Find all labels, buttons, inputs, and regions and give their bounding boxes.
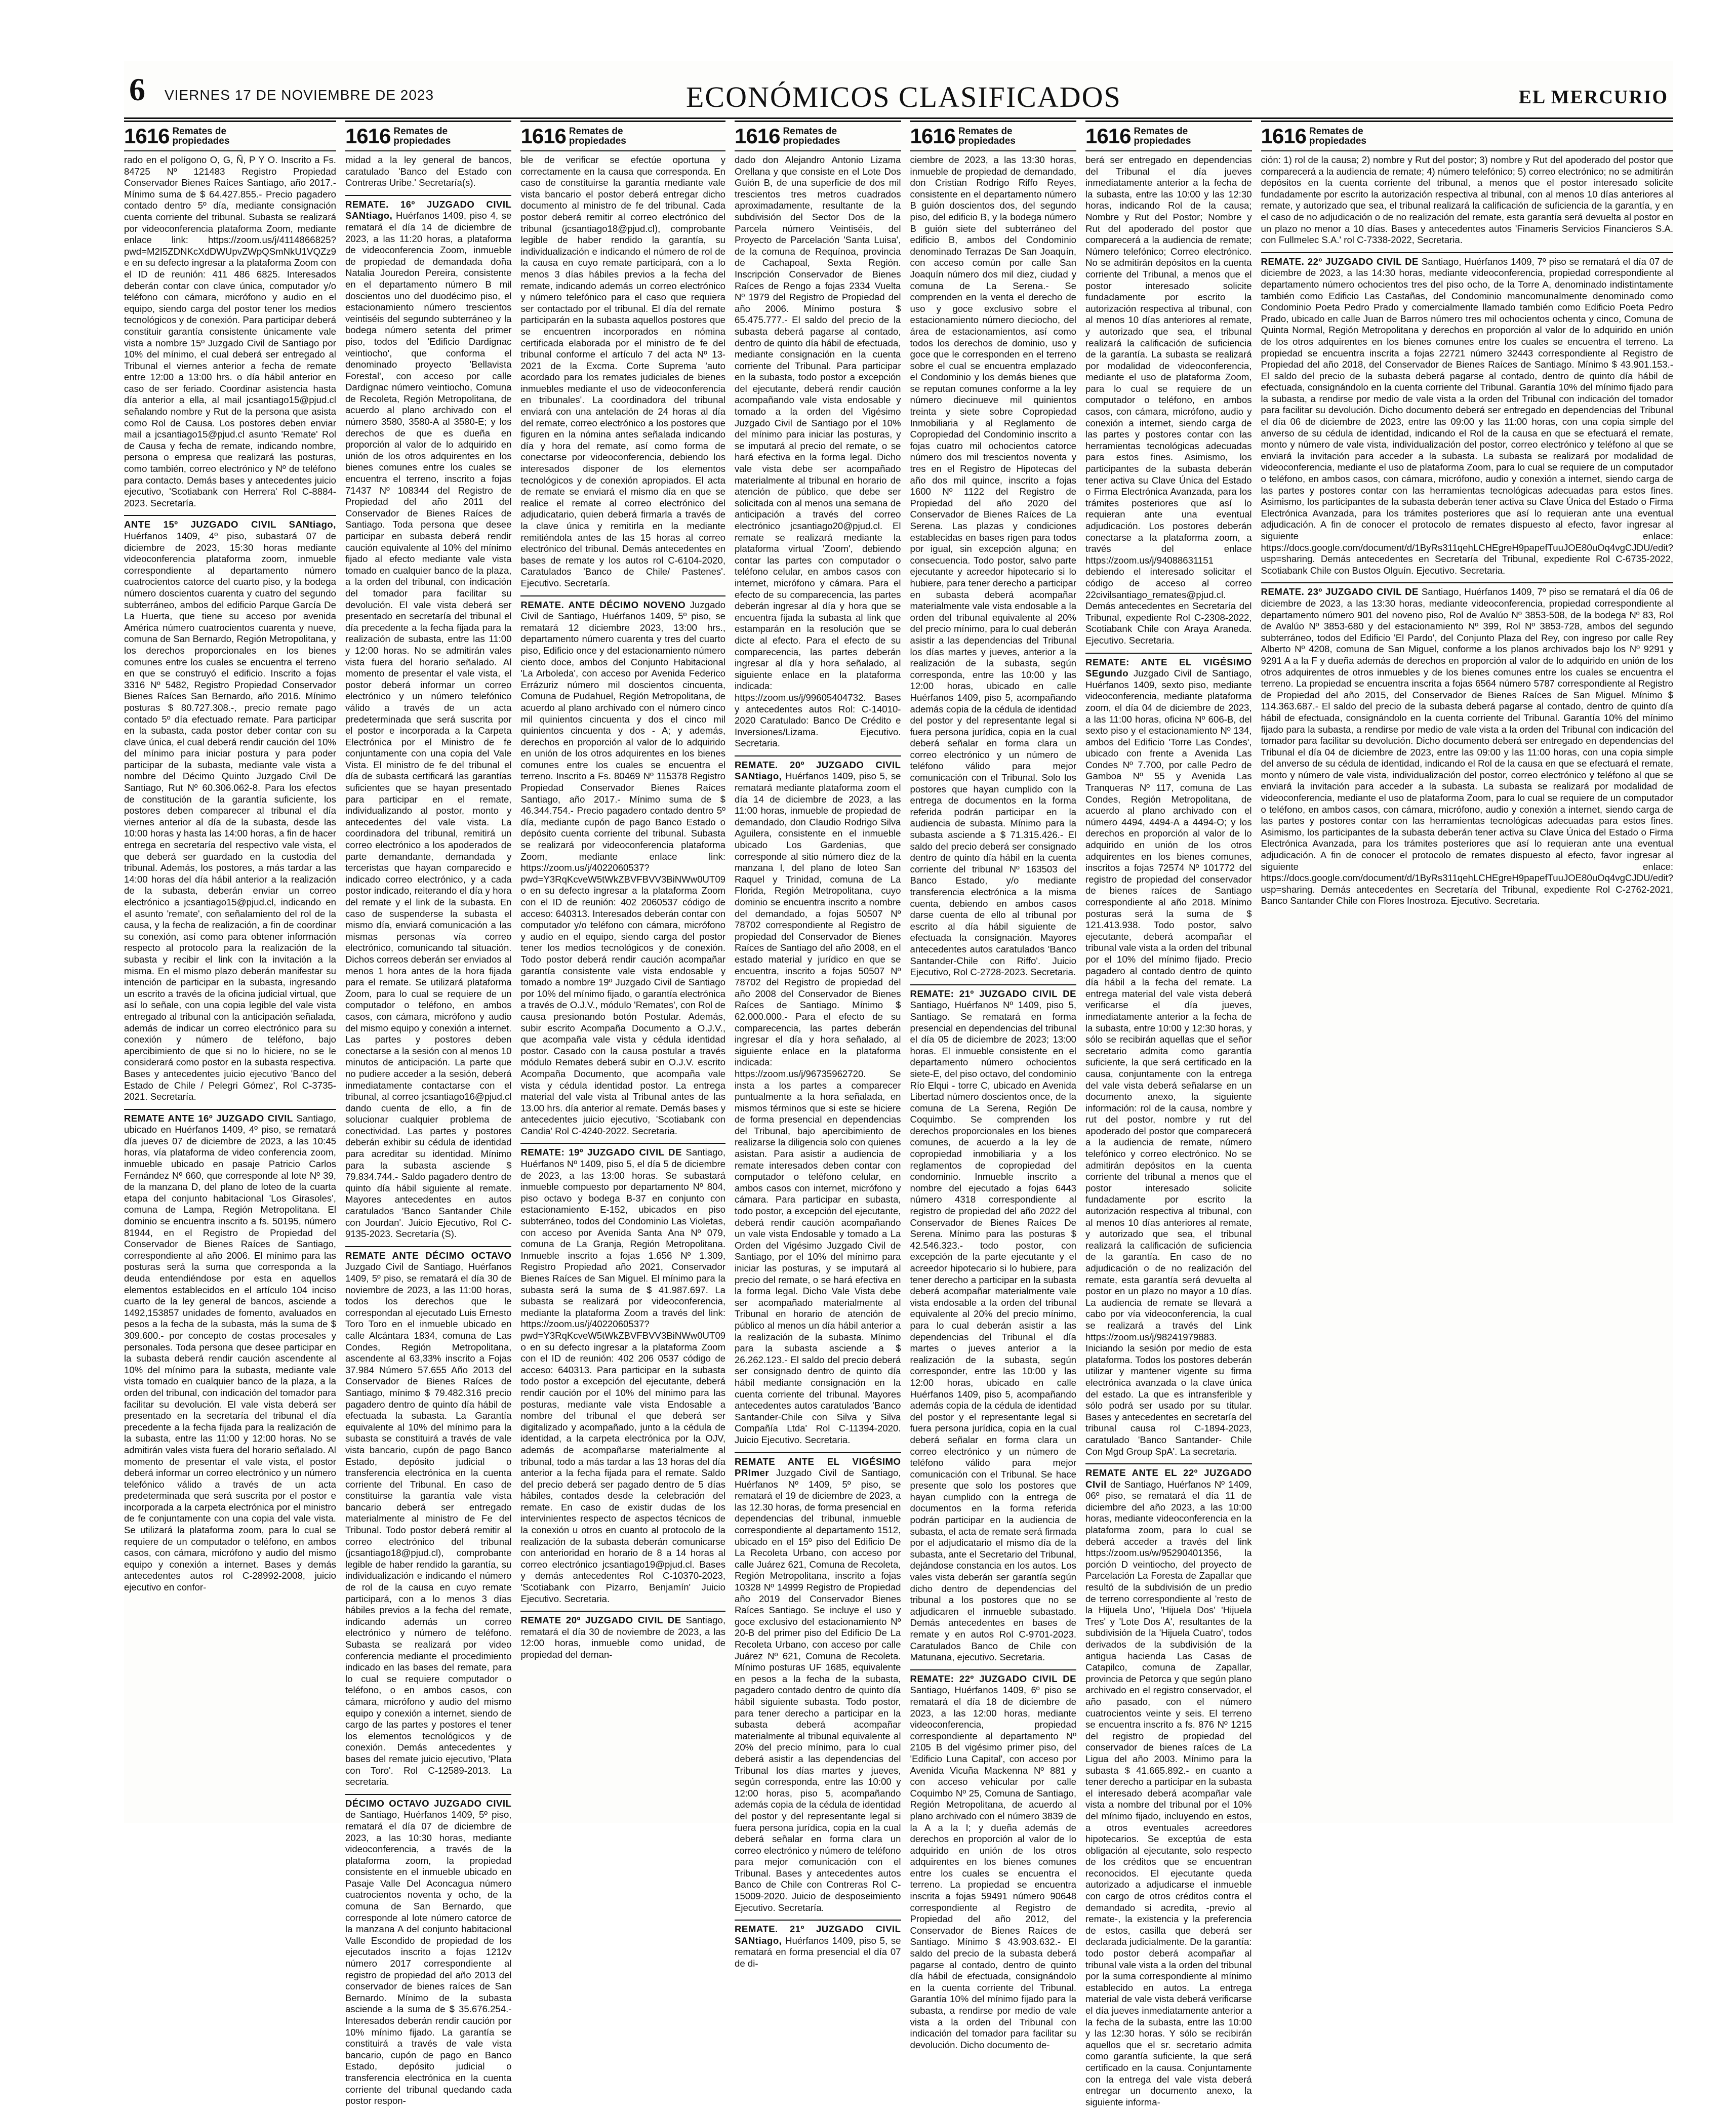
notice-body: Santiago, Huérfanos 1409, 6º piso se rematará el día 18 de diciembre de 2023, a las 12:00 horas, mediante videoconferencia, propiedad correspondiente al departamento Nº 2105 B del vigésimo primer piso, del 'Edificio Luna Capital', con acceso por Avenida Vicuña Mackenna Nº 881 y con acceso vehicular por calle Coquimbo Nº 25, Comuna de Santiago, Región Metropolitana, de acuerdo al plano archivado con el número 3839 de la A a la I; y dueña además de derechos en proporción al valor de lo adquirido en unión de los otros adquirentes en los bienes comunes entre los cuales se encuentra el terreno. La propiedad se encuentra inscrita a fojas 59491 número 90648 correspondiente al Registro de Propiedad del año 2012, del Conservador de Bienes Raíces de Santiago. Mínimo $ 43.903.632.- El saldo del precio de la subasta deberá pagarse al contado, dentro de quinto día hábil de efectuada, consignándolo en la cuenta corriente del Tribunal. Garantía 10% del mínimo fijado para la subasta, a rendirse por medio de vale vista a la orden del Tribunal con indicación del tomador para facilitar su devolución. Dicho documento de- <box>910 1685 1077 2050</box>
auction-notice <box>345 1794 512 2107</box>
notice-body: Juzgado Civil de Santiago, Huérfanos 1409, sexto piso, mediante videoconferencia, mediante plataforma zoom, el día 04 de diciembre de 2023, a las 11:00 horas, oficina Nº 606-B, del sexto piso y el estacionamiento Nº 134, ambos del Edificio 'Torre Las Condes', ubicado con frente a Avenida Las Condes Nº 7.700, por calle Pedro de Gamboa Nº 55 y Avenida Las Tranqueras Nº 117, comuna de Las Condes, Región Metropolitana, de acuerdo al plano archivado con el número 4494, 4494-A a 4494-O; y los derechos en proporción al valor de lo adquirido en unión de los otros adquirentes en los bienes comunes, inscritos a fojas 72574 Nº 101772 del registro de propiedad del conservador de bienes raíces de Santiago correspondiente al año 2018. Mínimo posturas será la suma de $ 121.413.938. Todo postor, salvo ejecutante, deberá acompañar el tribunal vale vista a la orden del tribunal por el 10% del mínimo fijado. Precio pagadero al contado dentro de quinto día hábil a la fecha del remate. La entrega material del vale vista deberá verificarse el día jueves, inmediatamente anterior a la fecha de la subasta, entre 10:00 y 12:30 horas, y sólo se recibirán aquellas que el señor secretario admita como garantía suficiente, la que será certificado en la causa, conjuntamente con la entrega del vale vista deberá señalarse en un documento anexo, la siguiente información: rol de la causa, nombre y rut del postor, nombre y rut del apoderado del postor que comparecerá a la audiencia de remate, número telefónico y correo electrónico. No se admitirán depósitos en la cuenta corriente del tribunal a menos que el postor interesado solicite fundadamente por escrito la autorización respectiva al tribunal, con al menos 10 días anteriores al remate, y autorizado que sea, el tribunal realizará la calificación de suficiencia de la garantía. En caso de no adjudicación o de no realización del remate, esta garantía será devuelta al postor en un plazo no mayor a 10 días. La audiencia de remate se llevará a cabo por vía videoconferencia, la cual se realizará a través del Link https://zoom.us/j/98241979883. Iniciando la sesión por medio de esta plataforma. Todos los postores deberán utilizar y mantener vigente su firma electrónica avanzada o la clave única del estado. La que es intransferible y sólo podrá ser usado por su titular. Bases y antecedentes en secretaría del tribunal causa rol C-1894-2023, caratulado 'Banco Santander- Chile Con Mgd Group SpA'. La secretaria. <box>1085 668 1252 1457</box>
auction-notice <box>520 1143 725 1605</box>
classified-column <box>1085 121 1252 2107</box>
newspaper-page <box>124 61 1674 2107</box>
category-code: 1616 <box>520 124 566 148</box>
category-label: Remates de propiedades <box>783 126 840 146</box>
category-code: 1616 <box>1261 124 1306 148</box>
notice-body: Juzgado Civil de Santiago, Huérfanos 1409, 5º piso, se rematará 12 diciembre 2023, 13:00 hrs., departamento número cuarenta y tres del cuarto piso, Edificio once y del estacionamiento número ciento doce, ambos del Conjunto Habitacional 'La Arboleda', con acceso por Avenida Federico Errázuriz número mil doscientos cincuenta, Comuna de Pudahuel, Región Metropolitana, de acuerdo al plano archivado con el número cinco mil quinientos cincuenta y dos el cinco mil quinientos cincuenta y dos - A; y además, derechos en proporción al valor de lo adquirido en unión de los otros adquirentes en los bienes comunes entre los cuales se encuentra el terreno. Inscrito a Fs. 80469 Nº 115378 Registro Propiedad Conservador Bienes Raíces Santiago, año 2017.- Mínimo suma de $ 46.344.754.- Precio pagadero contado dentro 5º día, mediante cupón de pago Banco Estado o depósito cuenta corriente del tribunal. Subasta se realizará por videoconferencia plataforma Zoom, mediante enlace link: https://zoom.us/j/4022060537?pwd=Y3RqKcveW5tWkZBVFBVV3BiNWw0UT09 o en su defecto ingresar a la plataforma Zoom con el ID de reunión: 402 2060537 código de acceso: 640313. Interesados deberán contar con computador y/o teléfono con cámara, micrófono y audio en el equipo, siendo carga del postor tener los medios tecnológicos y de conexión. Todo postor deberá rendir caución acompañar garantía consistente vale vista endosable y tomado a nombre 19º Juzgado Civil de Santiago por 10% del mínimo fijado, o garantía electrónica a través de O.J.V., módulo 'Remates', con Rol de causa presionando botón Postular. Además, subir escrito Acompaña Documento a O.J.V., que acompaña vale vista y cédula identidad postor. Casado con la causa postular a través módulo Remates deberá subir en O.J.V. escrito Acompaña Documento, que acompaña vale vista y cédula identidad postor. La entrega material del vale vista al Tribunal antes de las 13.00 hrs. día anterior al remate. Demás bases y antecedentes juicio ejecutivo, 'Scotiabank con Candia' Rol C-4240-2022. Secretaria. <box>520 599 726 1136</box>
notice-body: Santiago, Huérfanos 1409, 7º piso se rematará el día 06 de diciembre de 2023, a las 13:30 horas, mediante videoconferencia, propiedad correspondiente al departamento número 901 del noveno piso, Rol de Avalúo Nº 3853-508, de la bodega Nº 83, Rol de Avalúo Nº 3853-680 y del estacionamiento Nº 399, Rol Nº 3853-728, ambos del segundo subterráneo, todos del Edificio 'El Pardo', del Conjunto Plaza del Rey, con ingreso por calle Rey Alberto Nº 4208, comuna de San Miguel, conforme a los planos archivados bajo los Nº 9291 y 9291 A a la F y dueña además de derechos en proporción al valor de lo adquirido en unión de los otros adquirentes de otros inmuebles y de los bienes comunes entre los cuales se encuentra el terreno. La propiedad se encuentra inscrita a fojas 6564 número 5787 correspondiente al Registro de Propiedad del año 2015, del Conservador de Bienes Raíces de San Miguel. Mínimo $ 114.363.687.- El saldo del precio de la subasta deberá pagarse al contado, dentro de quinto día hábil de efectuada, consignándolo en la cuenta corriente del Tribunal. Garantía 10% del mínimo fijado para la subasta, a rendirse por medio de vale vista a la orden del Tribunal con indicación del tomador para facilitar su devolución. Dicho documento deberá ser entregado en dependencias del Tribunal el día 04 de diciembre de 2023, entre las 09:00 y las 11:00 horas, con una copia simple del anverso de su cédula de identidad, indicando el Rol de la causa en que se efectuará el remate, monto y número de vale vista, individualización del postor, correo electrónico y teléfono al que se enviará la invitación para acceder a la subasta. La subasta se realizará por modalidad de videoconferencia, mediante el uso de plataforma Zoom, para lo cual se requiere de un computador o teléfono, en ambos casos, con cámara, micrófono, audio y conexión a internet, siendo carga de las partes y postores contar con las herramientas tecnológicas adecuadas para estos fines. Asimismo, los participantes de la subasta deberán tener activa su Clave Única del Estado o Firma Electrónica Avanzada, para los trámites posteriores que así lo requieran ante una eventual adjudicación. A fin de conocer el protocolo de remates dispuesto al efecto, favor ingresar al siguiente enlace: https://docs.google.com/document/d/1ByRs311qehLCHEgreH9papefTuuJOE80uOq4vgCJDU/edit?usp=sharing. Demás antecedentes en Secretaría del Tribunal, expediente Rol C-2762-2021, Banco Santander Chile con Flores Inostroza. Ejecutivo. Secretaria. <box>1261 586 1674 906</box>
notices-list <box>345 154 512 2113</box>
category-header <box>1261 121 1673 151</box>
notice-body: Santiago, Huérfanos Nº 1409, piso 5, el día 5 de diciembre de 2023, a las 13:00 horas. Se subastará inmueble compuesto por departamento Nº 804, piso octavo y bodega B-37 en conjunto con estacionamiento E-152, ubicados en piso subterráneo, todos del Condominio Las Violetas, con acceso por Avenida Santa Ana Nº 079, comuna de La Granja, Región Metropolitana. Inmueble inscrito a fojas 1.656 Nº 1.309, Registro Propiedad año 2021, Conservador Bienes Raíces de San Miguel. El mínimo para la subasta será la suma de $ 41.987.697. La subasta se realizará por videoconferencia, mediante la plataforma Zoom a través del link: https://zoom.us/j/4022060537?pwd=Y3RqKcveW5tWkZBVFBVV3BiNWw0UT09 o en su defecto ingresar a la plataforma Zoom con el ID de reunión: 402 206 0537 código de acceso: 640313. Para participar en la subasta todo postor a excepción del ejecutante, deberá rendir caución por el 10% del mínimo para las posturas, mediante vale vista Endosable a nombre del tribunal el que deberá ser digitalizado y acompañado, junto a la cédula de identidad, a la carpeta electrónica por la OJV, además de acompañarse materialmente al tribunal, todo a más tardar a las 13 horas del día anterior a la fecha fijada para el remate. Saldo del precio deberá ser pagado dentro de 5 días hábiles, contados desde la celebración del remate. En caso de existir dudas de los intervinientes respecto de aspectos técnicos de la conexión u otros en cuanto al protocolo de la realización de la subasta deberán comunicarse con anterioridad en horario de 8 a 14 horas al correo electrónico jcsantiago19@pjud.cl. Bases y demás antecedentes Rol C-10370-2023, 'Scotiabank con Pizarro, Benjamín' Juicio Ejecutivo. Secretaria. <box>520 1147 726 1604</box>
classified-column <box>735 121 901 1969</box>
category-label: Remates de propiedades <box>569 126 626 146</box>
category-header <box>520 121 725 151</box>
auction-notice <box>735 1452 901 1914</box>
auction-notice <box>910 1669 1077 2051</box>
notices-list <box>735 154 901 1976</box>
newspaper-brand: EL MERCURIO <box>1518 87 1668 108</box>
notice-body: Huérfanos 1409, piso 4, se rematará el día 14 de diciembre de 2023, a las 11:20 horas, a plataforma de videoconferencia Zoom, inmueble de propiedad de demandada doña Natalia Jouredon Pereira, consistente en el departamento número B mil doscientos uno del duodécimo piso, el estacionamiento número trescientos veintiséis del segundo subterráneo y la bodega número setenta del primer piso, todos del 'Edificio Dardignac veintiocho', que conforma el denominado proyecto 'Bellavista Forestal', con acceso por calle Dardignac número veintiocho, Comuna de Recoleta, Región Metropolitana, de acuerdo al plano archivado con el número 3580, 3580-A al 3580-E; y los derechos de que es dueña en proporción al valor de lo adquirido en unión de los otros adquirentes en los bienes comunes entre los cuales se encuentra el terreno, inscrito a fojas 71437 Nº 108344 del Registro de Propiedad del año 2011 del Conservador de Bienes Raíces de Santiago. Toda persona que desee participar en subasta deberá rendir caución equivalente al 10% del mínimo fijado al efecto mediante vale vista tomado en cualquier banco de la plaza, a la orden del tribunal, con indicación del tomador para facilitar su devolución. El vale vista deberá ser presentado en secretaría del tribunal el día precedente a la fecha fijada para la realización de subasta, entre las 11:00 y 12:00 horas. No se admitirán vales vista fuera del horario señalado. Al momento de presentar el vale vista, el postor deberá informar un correo electrónico y un número telefónico válido a través de un acta predeterminada que será suscrita por el postor e incorporada a la Carpeta Electrónica por el Ministro de fe conjuntamente con una copia del Vale Vista. El ministro de fe del tribunal el día de subasta certificará las garantías suficientes que se hayan presentado para participar en el remate, individualizando al postor, monto y antecedentes del vale vista. La coordinadora del tribunal, remitirá un correo electrónico a los apoderados de parte demandante, demandada y terceristas que hayan comparecido e indicado correo electrónico, y a cada postor indicado, reiterando el día y hora del remate y el link de la subasta. En caso de suspenderse la subasta el mismo día, enviará comunicación a las mismas personas vía correo electrónico, comunicando tal situación. Dichos correos deberán ser enviados al menos 1 hora antes de la hora fijada para el remate. Se utilizará plataforma Zoom, para lo cual se requiere de un computador o teléfono, en ambos casos, con cámara, micrófono y audio del mismo equipo y conexión a internet. Las partes y postores deben conectarse a la sesión con al menos 10 minutos de anticipación. La parte que no pudiere acceder a la sesión, deberá inmediatamente contactarse con el tribunal, al correo jcsantiago16@pjud.cl dando cuenta de ello, a fin de solucionar cualquier problema de conectividad. Las partes y postores deberán exhibir su cédula de identidad para acreditar su identidad. Mínimo para la subasta asciende $ 79.834.744.- Saldo pagadero dentro de quinto día hábil siguiente al remate. Mayores antecedentes en autos caratulados 'Banco Santander Chile con Jourdan'. Juicio Ejecutivo, Rol C-9135-2023. Secretaría (S). <box>345 210 512 1240</box>
category-label: Remates de propiedades <box>958 126 1016 146</box>
category-header <box>124 121 336 151</box>
notice-body: ciembre de 2023, a las 13:30 horas, inmueble de propiedad de demandado, don Cristian Rodrigo Riffo Reyes, consistente en el departamento número B guión doscientos dos, del segundo piso, del edificio B, y la bodega número B guión siete del subterráneo del edificio B, ambos del Condominio denominado Terrazas De San Joaquín, con acceso común por calle San Joaquín número dos mil diez, ciudad y comuna de La Serena.- Se comprenden en la venta el derecho de uso y goce exclusivo sobre el estacionamiento número dieciocho, del área de estacionamientos, así como todos los derechos de dominio, uso y goce que le corresponden en el terreno sobre el cual se encuentra emplazado el Condominio y los demás bienes que se reputan comunes conforme a la ley número diecinueve mil quinientos treinta y siete sobre Copropiedad Inmobiliaria y al Reglamento de Copropiedad del Condominio inscrito a fojas cuatro mil ochocientos catorce número dos mil trescientos noventa y tres en el Registro de Hipotecas del año dos mil quince, inscrito a fojas 1600 Nº 1122 del Registro de Propiedad del año 2020 del Conservador de Bienes Raíces de La Serena. Las plazas y condiciones establecidas en bases rigen para todos por igual, sin excepción alguna; en consecuencia. Todo postor, salvo parte ejecutante y acreedor hipotecario si lo hubiere, para tener derecho a participar en subasta deberá acompañar materialmente vale vista endosable a la orden del tribunal equivalente al 20% del precio mínimo, para lo cual deberán asistir a las dependencias del Tribunal los días martes y jueves, anterior a la realización de la subasta, según corresponda, entre las 10:00 y las 12:00 horas, ubicado en calle Huérfanos 1409, piso 5, acompañando además copia de la cédula de identidad del postor y del representante legal si fuera persona jurídica, copia en la cual deberá señalar en forma clara un correo electrónico y un número de teléfono válido para mejor comunicación con el Tribunal. Solo los postores que hayan cumplido con la entrega de documentos en la forma referida podrán participar en la audiencia de subasta. Mínimo para la subasta asciende a $ 71.315.426.- El saldo del precio deberá ser consignado dentro de quinto día hábil en la cuenta corriente del tribunal Nº 163503 del Banco Estado, y/o mediante transferencia electrónica a la misma cuenta, debiendo en ambos casos darse cuenta de ello al tribunal por escrito al día hábil siguiente de efectuada la consignación. Mayores antecedentes autos caratulados 'Banco Santander-Chile con Riffo'. Juicio Ejecutivo, Rol C-2728-2023. Secretaria. <box>910 154 1077 978</box>
auction-notice <box>910 984 1077 1663</box>
notice-lead: REMATE ANTE DÉCIMO OCTAVO <box>345 1250 512 1261</box>
notice-lead: REMATE. 23º JUZGADO CIVIL DE <box>1261 586 1419 597</box>
notice-body: rado en el polígono O, G, Ñ, P Y O. Inscrito a Fs. 84725 Nº 121483 Registro Propiedad Conservador Bienes Raíces Santiago, año 2017.- Mínimo suma de $ 64.427.855.- Precio pagadero contado dentro 5º día, mediante consignación cuenta corriente del tribunal. Subasta se realizará por videoconferencia plataforma Zoom, mediante enlace link: https://zoom.us/j/4114866825?pwd=M2I5ZDNKcXdDWUpvZWpQSmNkU1VQZz9 e en su defecto ingresar a la plataforma Zoom con el ID de reunión: 411 486 6825. Interesados deberán contar con clave única, computador y/o teléfono con cámara, micrófono y audio en el equipo, siendo carga del postor tener los medios tecnológicos y de conexión. Para participar deberá constituir garantía consistente únicamente vale vista a nombre 15º Juzgado Civil de Santiago por 10% del mínimo, el cual deberá ser entregado al Tribunal el viernes anterior a fecha de remate entre 12:00 a 13:00 hrs. o día hábil anterior en caso de ser feriado. Coordinar asistencia hasta día anterior a ella, al mail jcsantiago15@pjud.cl señalando nombre y Rut de la persona que asista como Rol de Causa. Los postores deben enviar mail a jcsantiago15@pjud.cl asunto 'Remate' Rol de Causa y fecha de remate, indicando nombre, persona o empresa que realizará las posturas, como también, correo electrónico y Nº de teléfono para contacto. Demás bases y antecedentes juicio ejecutivo, 'Scotiabank con Herrera' Rol C-8884-2023. Secretaría. <box>124 154 336 508</box>
notice-body: berá ser entregado en dependencias del Tribunal el día jueves inmediatamente anterior a la fecha de la subasta, entre las 10:00 y las 12:30 horas, indicando Rol de la causa; Nombre y Rut del Postor; Nombre y Rut del apoderado del postor que comparecerá a la audiencia de remate; Número telefónico; Correo electrónico. No se admitirán depósitos en la cuenta corriente del Tribunal, a menos que el postor interesado solicite fundadamente por escrito la autorización respectiva al tribunal, con al menos 10 días anteriores al remate, y autorizado que sea, el tribunal realizará la calificación de suficiencia de la garantía. La subasta se realizará por modalidad de videoconferencia, mediante el uso de plataforma Zoom, para lo cual se requiere de un computador o teléfono, en ambos casos, con cámara, micrófono, audio y conexión a internet, siendo carga de las partes y postores contar con las herramientas tecnológicas adecuadas para estos fines. Asimismo, los participantes de la subasta deberán tener activa su Clave Única del Estado o Firma Electrónica Avanzada, para los trámites posteriores que así lo requieran ante una eventual adjudicación. Los postores deberán conectarse a la plataforma zoom, a través del enlace https://zoom.us/j/94088631151 debiendo el interesado solicitar el código de acceso al correo 22civilsantiago_remates@pjud.cl. Demás antecedentes en Secretaría del Tribunal, expediente Rol C-2308-2022, Scotiabank Chile con Araya Araneda. Ejecutivo. Secretaria. <box>1085 154 1252 646</box>
category-code: 1616 <box>735 124 780 148</box>
auction-notice <box>345 1246 512 1788</box>
notice-body: Huérfanos 1409, 4º piso, subastará 07 de diciembre de 2023, 15:30 horas mediante videoconferencia plataforma zoom, inmueble correspondiente al departamento número cuatrocientos catorce del cuarto piso, y la bodega número doscientos cuarenta y cuatro del segundo subterráneo, ambos del edificio Parque García De La Huerta, que tiene su acceso por avenida América número cuatrocientos cuarenta y nueve, comuna de San Bernardo, Región Metropolitana, y los derechos proporcionales en los bienes comunes entre los cuales se encuentra el terreno en que se construyó el edificio. Inscrito a fojas 3316 Nº 5482, Registro Propiedad Conservador Bienes Raíces San Bernardo, año 2016. Mínimo posturas $ 80.727.308.-, precio remate pago contado 5º día efectuado remate. Para participar en la subasta, cada postor deber contar con su clave única, el cual deberá rendir caución del 10% del mínimo para iniciar postura y para poder participar de la subasta, mediante vale vista a nombre del Décimo Quinto Juzgado Civil De Santiago, Rut Nº 60.306.062-8. Para los efectos de constitución de la garantía suficiente, los postores deben comparecer al tribunal el día viernes anterior al día de la subasta, desde las 10:00 horas y hasta las 14:00 horas, a fin de hacer entrega en secretaría del respectivo vale vista, el que deberá ser guardado en la custodia del tribunal. Además, los postores, a más tardar a las 14:00 horas del día hábil anterior a la realización de la subasta, deberán enviar un correo electrónico a jcsantiago15@pjud.cl, indicando en el asunto 'remate', con señalamiento del rol de la causa, y la fecha de realización, a fin de coordinar su conexión, así como para obtener información respecto al protocolo para la realización de la subasta y recibir el link con la invitación a la misma. En el mismo plazo deberán manifestar su intención de participar en la subasta, ingresando un escrito a través de la oficina judicial virtual, que así lo señale, con una copia legible del vale vista entregado al tribunal con la anticipación señalada, además de indicar un correo electrónico para su conexión y número de teléfono, bajo apercibimiento de que si no lo hiciere, no se le considerará como postor en la subasta respectiva. Bases y antecedentes juicio ejecutivo 'Banco del Estado de Chile / Pelegri Gómez', Rol C-3735-2021. Secretaría. <box>124 531 336 1102</box>
category-label: Remates de propiedades <box>393 126 451 146</box>
notice-lead: REMATE. 16º JUZGADO CIVIL SANtiago, <box>345 198 512 221</box>
category-header <box>1085 121 1252 151</box>
notice-body: Santiago, ubicado en Huérfanos 1409, 4º piso, se rematará día jueves 07 de diciembre de 2023, a las 10:45 horas, vía plataforma de video conferencia zoom, inmueble ubicado en pasaje Patricio Carlos Fernández Nº 660, que corresponde al lote Nº 39, de la manzana D, del plano de loteo de la cuarta etapa del conjunto habitacional 'Los Girasoles', comuna de Lampa, Región Metropolitana. El dominio se encuentra inscrito a fs. 50195, número 81944, en el Registro de Propiedad del Conservador de Bienes Raíces de Santiago, correspondiente al año 2006. El mínimo para las posturas será la suma que corresponda a la deuda entendiéndose por esta en aquellos elementos establecidos en el artículo 104 inciso cuarto de la ley general de bancos, asciende a 1492,153857 unidades de fomento, avaluados en pesos a la fecha de la subasta, más la suma de $ 309.600.- por concepto de costas procesales y personales. Toda persona que desee participar en la subasta deberá rendir caución ascendente al 10% del mínimo para la subasta, mediante vale vista tomado en cualquier banco de la plaza, a la orden del tribunal, con indicación del tomador para facilitar su devolución. El vale vista deberá ser presentado en la secretaría del tribunal el día precedente a la fecha fijada para la realización de la subasta, entre las 11:00 y 12:00 horas. No se admitirán vales vista fuera del horario señalado. Al momento de presentar el vale vista, el postor deberá informar un correo electrónico y un número telefónico válido a través de un acta predeterminada que será suscrita por el postor e incorporada a la carpeta electrónica por el ministro de fe conjuntamente con una copia del vale vista. Se utilizará la plataforma zoom, para lo cual se requiere de un computador o teléfono, en ambos casos, con cámara, micrófono y audio del mismo equipo y conexión a internet. Bases y demás antecedentes autos rol C-28992-2008, juicio ejecutivo en confor- <box>124 1112 336 1593</box>
classifieds-columns <box>124 121 1674 2107</box>
masthead <box>124 67 1673 119</box>
notice-body: Santiago, rematará el día 30 de noviembre de 2023, a las 12:00 horas, inmueble como unidad, de propiedad del deman- <box>520 1615 726 1660</box>
notices-list <box>910 154 1077 2057</box>
category-label: Remates de propiedades <box>1309 126 1366 146</box>
auction-notice <box>520 1611 725 1660</box>
auction-notice <box>910 154 1077 978</box>
classified-column <box>345 121 512 2106</box>
notice-body: de Santiago, Huérfanos Nº 1409, 06º piso, se rematará el día 11 de diciembre del año 2023, a las 10:00 horas, mediante videoconferencia en la plataforma zoom, para lo cual se deberá acceder a través del link https://zoom.us/w/95290401356, la porción D veintiocho, del proyecto de Parcelación La Foresta de Zapallar que resultó de la subdivisión de un predio de terreno correspondiente al 'resto de la Hijuela Uno', 'Hijuela Dos' 'Hijuela Tres' y 'Lote Dos A', resultantes de la subdivisión de la 'Hijuela Cuatro', todos derivados de la subdivisión de la antigua hacienda Las Casas de Catapilco, comuna de Zapallar, provincia de Petorca y que según plano archivado en el registro conservador, el año pasado, con el número cuatrocientos veinte y seis. El terreno se encuentra inscrito a fs. 876 Nº 1215 del registro de propiedad del conservador de bienes raíces de La Ligua del año 2003. Mínimo para la subasta $ 41.665.892.- en cuanto a tener derecho a participar en la subasta el interesado deberá acompañar vale vista a nombre del tribunal por el 10% del mínimo fijado, incluyendo en estos, a otros eventuales acreedores hipotecarios. Se exceptúa de esta obligación al ejecutante, solo respecto de los créditos que se encuentran reconocidos. El ejecutante queda autorizado a adjudicarse el inmueble con cargo de otros créditos contra el demandado si acredita, -previo al remate-, la existencia y la preferencia de estos, casilla que deberá ser declarada judicialmente. De la garantía: todo postor deberá acompañar al tribunal vale vista a la orden del tribunal por la suma correspondiente al mínimo establecido en autos. La entrega material de vale vista deberá verificarse el día jueves inmediatamente anterior a la fecha de la subasta, entre las 10:00 y las 12:30 horas. Y sólo se recibirán aquellos que el sr. secretario admita como garantía suficiente, la que será certificado en la causa. Conjuntamente con la entrega del vale vista deberá entregar un documento anexo, la siguiente informa- <box>1085 1479 1252 2107</box>
auction-notice <box>124 154 336 509</box>
auction-notice <box>1085 1463 1252 2108</box>
notice-body: Santiago, Huérfanos Nº 1409, piso 5, Santiago. Se rematará en forma presencial en dependencias del tribunal el día 05 de diciembre de 2023; 13:00 horas. El inmueble consistente en el departamento número ochocientos siete-E, del piso octavo, del condominio Río Elqui - torre C, ubicado en Avenida Libertad número doscientos once, de la comuna de La Serena, Región De Coquimbo. Se comprenden los derechos proporcionales en los bienes comunes, de acuerdo a la ley de copropiedad inmobiliaria y a los reglamentos de copropiedad del condominio. Inmueble inscrito a nombre del ejecutado a fojas 6443 número 4318 correspondiente al registro de propiedad del año 2022 del Conservador de Bienes Raíces De Serena. Mínimo para las posturas $ 42.546.323.- todo postor, con excepción de la parte ejecutante y el acreedor hipotecario si lo hubiere, para tener derecho a participar en la subasta deberá acompañar materialmente vale vista endosable a la orden del tribunal equivalente al 20% del precio mínimo, para lo cual deberán asistir a las dependencias del Tribunal el día martes o jueves anterior a la realización de la subasta, según corresponder, entre las 10:00 y las 12:00 horas, ubicado en calle Huérfanos 1409, piso 5, acompañando además copia de la cédula de identidad del postor y el representante legal si fuera persona jurídica, copia en la cual deberá señalar en forma clara un correo electrónico y un número de teléfono válido para mejor comunicación con el Tribunal. Se hace presente que solo los postores que hayan cumplido con la entrega de documentos en la forma referida podrán participar en la audiencia de subasta, el acta de remate será firmada por el adjudicatario el mismo día de la subasta, ante el Secretario del Tribunal, dejándose constancia en los autos. Los vales vista deberán ser garantía según dicho dentro de dependencias del tribunal a los postores que no se adjudicaren el inmueble subastado. Demás antecedentes en bases de remate y en autos Rol C-9701-2023. Caratulados Banco de Chile con Matunana, ejecutivo. Secretaria. <box>910 1000 1077 1663</box>
classified-column <box>124 121 336 1819</box>
auction-notice <box>520 595 725 1137</box>
notice-lead: REMATE: 19º JUZGADO CIVIL DE <box>520 1147 682 1158</box>
notice-body: Juzgado Civil de Santiago, Huérfanos Nº 1409, 5º piso, se rematará el 19 de diciembre de 2023, a las 12.30 horas, de forma presencial en dependencias del tribunal, inmueble correspondiente al departamento 1512, ubicado en el 15º piso del Edificio De La Recoleta Urbano, con acceso por calle Juárez 621, Comuna de Recoleta, Región Metropolitana, inscrito a fojas 10328 Nº 14999 Registro de Propiedad año 2019 del Conservador Bienes Raíces Santiago. Se incluye el uso y goce exclusivo del estacionamiento Nº 20-B del primer piso del Edificio De La Recoleta Urbano, con acceso por calle Juárez Nº 621, Comuna de Recoleta. Mínimo posturas UF 1685, equivalente en pesos a la fecha de la subasta, pagadero contado dentro de quinto día hábil siguiente subasta. Todo postor, para tener derecho a participar en la subasta deberá acompañar materialmente al tribunal equivalente al 20% del precio mínimo, para lo cual deberá asistir a las dependencias del Tribunal los días martes y jueves, según corresponda, entre las 10:00 y 12:00 horas, piso 5, acompañando además copia de la cédula de identidad del postor y del representante legal si fuera persona jurídica, copia en la cual deberá señalar en forma clara un correo electrónico y número de teléfono para mejor comunicación con el Tribunal. Bases y antecedentes autos Banco de Chile con Contreras Rol C-15009-2020. Juicio de desposeimiento Ejecutivo. Secretaría. <box>735 1467 901 1913</box>
category-header <box>735 121 901 151</box>
category-code: 1616 <box>1085 124 1131 148</box>
notice-body: de Santiago, Huérfanos 1409, 5º piso, rematará el día 07 de diciembre de 2023, a las 10:30 horas, mediante videoconferencia, a través de la plataforma zoom, la propiedad consistente en el inmueble ubicado en Pasaje Valle Del Aconcagua número cuatrocientos noventa y ocho, de la comuna de San Bernardo, que corresponde al lote número catorce de la manzana A del conjunto habitacional Valle Escondido de propiedad de los ejecutados inscrito a fojas 1212v número 2017 correspondiente al registro de propiedad del año 2013 del conservador de bienes raíces de San Bernardo. Mínimo de la subasta asciende a la suma de $ 35.676.254.- Interesados deberán rendir caución por 10% mínimo fijado. La garantía se constituirá a través de vale vista bancario, cupón de pago en Banco Estado, depósito judicial o transferencia electrónica en la cuenta corriente del tribunal quedando cada postor respon- <box>345 1809 512 2106</box>
auction-notice <box>520 154 725 589</box>
notice-body: dado don Alejandro Antonio Lizama Orellana y que consiste en el Lote Dos Guión B, de una superficie de dos mil trescientos tres metros cuadrados aproximadamente, resultante de la subdivisión del Sector Dos de la Parcela número Veintiséis, del Proyecto de Parcelación 'Santa Luisa', de la comuna de Requínoa, provincia de Cachapoal, Sexta Región. Inscripción Conservador de Bienes Raíces de Rengo a fojas 2334 Vuelta Nº 1979 del Registro de Propiedad del año 2006. Mínimo postura $ 65.475.777.- El saldo del precio de la subasta deberá pagarse al contado, dentro de quinto día hábil de efectuada, mediante consignación en la cuenta corriente del Tribunal. Para participar en la subasta, todo postor a excepción del ejecutante, deberá rendir caución acompañando vale vista endosable y tomado a la orden del Vigésimo Juzgado Civil de Santiago por el 10% del mínimo para iniciar las posturas, y se imputará al precio del remate, o se hará efectiva en la forma legal. Dicho vale vista debe ser acompañado materialmente al tribunal en horario de atención de público, que debe ser solicitada con al menos una semana de anticipación a través del correo electrónico jcsantiago20@pjud.cl. El remate se realizará mediante la plataforma virtual 'Zoom', debiendo contar las partes con computador o teléfono celular, en ambos casos con internet, micrófono y cámara. Para el efecto de su comparecencia, las partes deberán ingresar al día y hora que se encuentra fijada la subasta al link que estamparán en la resolución que se dicte al efecto. Para el efecto de su comparecencia, las partes deberán ingresar al día y hora señalado, al siguiente enlace en la plataforma indicada: https://zoom.us/j/99605404732. Bases y antecedentes autos Rol: C-14010-2020 Caratulado: Banco De Crédito e Inversiones/Lizama. Ejecutivo. Secretaria. <box>735 154 901 749</box>
auction-notice <box>735 1920 901 1969</box>
auction-notice <box>345 154 512 189</box>
auction-notice <box>345 195 512 1240</box>
section-title: ECONÓMICOS CLASIFICADOS <box>686 81 1121 113</box>
notice-lead: REMATE ANTE 16º JUZGADO CIVIL <box>124 1112 293 1124</box>
notice-lead: REMATE: ANTE EL VIGÉSIMO SEgundo <box>1085 656 1252 679</box>
auction-notice <box>1085 154 1252 647</box>
notice-body: Huérfanos 1409, piso 5, se rematará mediante plataforma zoom el día 14 de diciembre de 2023, a las 11:00 horas, inmueble de propiedad de demandado, don Claudio Rodrigo Silva Aguilera, consistente en el inmueble ubicado Los Gardenias, que corresponde al sitio número diez de la manzana I, del plano de loteo San Raquel y Trinidad, comuna de La Florida, Región Metropolitana, cuyo dominio se encuentra inscrito a nombre del demandado, a fojas 50507 Nº 78702 correspondiente al Registro de propiedad del Conservador de Bienes Raíces de Santiago del año 2008, en el estado material y jurídico en que se encuentra, inscrito a fojas 50507 Nº 78702 del Registro de propiedad del año 2008 del Conservador de Bienes Raíces de Santiago. Mínimo $ 62.000.000.- Para el efecto de su comparecencia, las partes deberán ingresar el día y hora señalado, al siguiente enlace en la plataforma indicada: https://zoom.us/j/96735962720. Se insta a los partes a comparecer puntualmente a la hora señalada, en mismos términos que si este se hiciere de forma presencial en dependencias del Tribunal, bajo apercibimiento de realizarse la diligencia solo con quienes asistan. Para asistir a audiencia de remate interesados deben contar con computador o teléfono celular, en ambos casos con internet, micrófono y cámara. Para participar en subasta, todo postor, a excepción del ejecutante, deberá rendir caución acompañando un vale vista Endosable y tomado a La Orden del Vigésimo Juzgado Civil de Santiago, por el 10% del mínimo para iniciar las posturas, y se imputará al precio del remate, o se hará efectiva en la forma legal. Dicho Vale Vista debe ser acompañado materialmente al Tribunal en horario de atención de público al menos un día hábil anterior a la realización de la subasta. Mínimo para la subasta asciende a $ 26.262.123.- El saldo del precio deberá ser consignado dentro de quinto día hábil mediante consignación en la cuenta corriente del tribunal. Mayores antecedentes autos caratulados 'Banco Santander-Chile con Silva y Silva Compañía Ltda' Rol C-11394-2020. Juicio Ejecutivo. Secretaria. <box>735 771 901 1445</box>
notices-list <box>520 154 725 1819</box>
notice-lead: DÉCIMO OCTAVO JUZGADO CIVIL <box>345 1798 512 1809</box>
notices-list <box>1261 154 1673 1819</box>
auction-notice <box>1261 582 1673 907</box>
notice-lead: REMATE. 21º JUZGADO CIVIL SANtiago, <box>735 1924 901 1946</box>
page-date: VIERNES 17 DE NOVIEMBRE DE 2023 <box>165 87 434 103</box>
notice-lead: REMATE: 22º JUZGADO CIVIL DE <box>910 1673 1077 1684</box>
notice-lead: REMATE ANTE EL VIGÉSIMO PRImer <box>735 1456 901 1479</box>
classified-column <box>520 121 725 1819</box>
auction-notice <box>124 515 336 1102</box>
notice-lead: REMATE 20º JUZGADO CIVIL DE <box>520 1615 681 1626</box>
auction-notice <box>124 1109 336 1593</box>
notice-body: Juzgado Civil de Santiago, Huérfanos 1409, 5º piso, se rematará el día 30 de noviembre de 2023, a las 11:00 horas, todos los derechos que le correspondan al ejecutado Luis Ernesto Toro Toro en el inmueble ubicado en calle Alcántara 1834, comuna de Las Condes, Región Metropolitana, ascendente al 63,33% inscrito a Fojas 37.984 Número 57.655 Año 2013 del Conservador de Bienes Raíces de Santiago, mínimo $ 79.482.316 precio pagadero dentro de quinto día hábil de efectuada la subasta. La Garantía equivalente al 10% del mínimo para la subasta se constituirá a través de vale vista bancario, cupón de pago Banco Estado, depósito judicial o transferencia electrónica en la cuenta corriente del Tribunal. En caso de constituirse la garantía vale vista bancario deberá ser entregado materialmente al ministro de Fe del Tribunal. Todo postor deberá remitir al correo electrónico del tribunal (jcsantiago18@pjud.cl), comprobante legible de haber rendido la garantía, su individualización e indicando el número de rol de la causa en cuyo remate participará, con a lo menos 3 días hábiles previos a la fecha del remate, indicando además un correo electrónico y número de teléfono. Subasta se realizará por video conferencia mediante el procedimiento indicado en las bases del remate, para lo cual se requiere computador o teléfono, o en ambos casos, con cámara, micrófono y audio del mismo equipo y conexión a internet, siendo de cargo de las partes y postores el tener los elementos tecnológicos y de conexión. Demás antecedentes y bases del remate juicio ejecutivo, 'Plata con Toro'. Rol C-12589-2013. La secretaria. <box>345 1261 512 1787</box>
category-header <box>345 121 512 151</box>
notices-list <box>1085 154 1252 2114</box>
classified-column <box>1261 121 1673 1819</box>
notice-lead: REMATE. 22º JUZGADO CIVIL DE <box>1261 256 1419 267</box>
notice-lead: REMATE. ANTE DÉCIMO NOVENO <box>520 599 686 610</box>
notice-lead: REMATE. 20º JUZGADO CIVIL SANtiago, <box>735 759 901 782</box>
category-code: 1616 <box>124 124 170 148</box>
notice-body: ción: 1) rol de la causa; 2) nombre y Rut del postor; 3) nombre y Rut del apoderado del postor que comparecerá a la audiencia de remate; 4) número telefónico; 5) correo electrónico; no se admitirán depósitos en la cuenta corriente del tribunal, a menos que el postor interesado solicite fundadamente por escrito la autorización respectiva al tribunal, con al menos 10 días anteriores al remate, y autorizado que sea, el tribunal realizará la calificación de suficiencia de la garantía, y en el caso de no adjudicación o de no realización del remate, esta garantía será devuelta al postor en un plazo no menor a 10 días. Bases y antecedentes autos 'Finameris Servicios Financieros S.A. con Fullmelec S.A.' rol C-7338-2022, Secretaria. <box>1261 154 1673 246</box>
notice-lead: REMATE: 21º JUZGADO CIVIL DE <box>910 988 1077 999</box>
category-label: Remates de propiedades <box>1134 126 1191 146</box>
page-number: 6 <box>129 71 145 107</box>
notice-lead: REMATE ANTE EL 22º JUZGADO CIvil <box>1085 1467 1252 1490</box>
auction-notice <box>1085 653 1252 1458</box>
auction-notice <box>735 154 901 749</box>
notice-body: ble de verificar se efectúe oportuna y correctamente en la causa que corresponda. En caso de constituirse la garantía mediante vale vista bancario el postor deberá entregar dicho documento al ministro de fe del tribunal. Cada postor deberá remitir al correo electrónico del tribunal (jcsantiago18@pjud.cl), comprobante legible de haber rendido la garantía, su individualización e indicando el número de rol de la causa en cuyo remate participará, con a lo menos 3 días hábiles previos a la fecha del remate, indicando además un correo electrónico y número telefónico para el caso que requiera ser contactado por el tribunal. El día del remate participarán en la subasta aquellos postores que se encuentren incorporados en nómina certificada elaborada por el ministro de fe del tribunal conforme el artículo 7 del acta Nº 13-2021 de la Excma. Corte Suprema 'auto acordado para los remates judiciales de bienes inmuebles mediante el uso de videoconferencia en tribunales'. La coordinadora del tribunal enviará con una antelación de 24 horas al día del remate, correo electrónico a los postores que figuren en la nómina antes señalada indicando día y hora del remate, así como forma de conectarse por videoconferencia, debiendo los interesados disponer de los elementos tecnológicos y de conexión apropiados. El acta de remate se enviará el mismo día en que se realice el remate al correo electrónico del adjudicatario, quien deberá firmarla a través de la clave única y remitirla en la mediante remitiéndola antes de las 15 horas al correo electrónico del tribunal. Demás antecedentes en bases de remate y los autos rol C-6104-2020, Caratulados 'Banco de Chile/ Pastenes'. Ejecutivo. Secretaría. <box>520 154 725 588</box>
classified-column <box>910 121 1077 2050</box>
notice-body: midad a la ley general de bancos, caratulado 'Banco del Estado con Contreras Uribe.' Secretaría(s). <box>345 154 512 188</box>
auction-notice <box>735 755 901 1446</box>
notice-lead: ANTE 15º JUZGADO CIVIL SANtiago, <box>124 519 336 530</box>
category-code: 1616 <box>910 124 955 148</box>
category-code: 1616 <box>345 124 391 148</box>
notices-list <box>124 154 336 1819</box>
auction-notice <box>1261 252 1673 577</box>
category-label: Remates de propiedades <box>172 126 230 146</box>
category-header <box>910 121 1077 151</box>
auction-notice <box>1261 154 1673 246</box>
notice-body: Santiago, Huérfanos 1409, 7º piso se rematará el día 07 de diciembre de 2023, a las 14:30 horas, mediante videoconferencia, propiedad correspondiente al departamento número ochocientos tres del piso ocho, de la Torre A, denominado indistintamente también como Edificio Las Castañas, del Condominio mancomunalmente denominado como Condominio Poeta Pedro Prado y comercialmente llamado también como Edificio Poeta Pedro Prado, ubicado en calle Juan de Barros número tres mil ochocientos ochenta y cinco, Comuna de Quinta Normal, Región Metropolitana y derechos en proporción al valor de lo adquirido en unión de los otros adquirentes en los bienes comunes entre los cuales se encuentra el terreno. La propiedad se encuentra inscrita a fojas 22721 número 32443 correspondiente al Registro de Propiedad del año 2018, del Conservador de Bienes Raíces de Santiago. Mínimo $ 43.901.153.- El saldo del precio de la subasta deberá pagarse al contado, dentro de quinto día hábil de efectuada, consignándolo en la cuenta corriente del Tribunal. Garantía 10% del mínimo fijado para la subasta, a rendirse por medio de vale vista a la orden del Tribunal con indicación del tomador para facilitar su devolución. Dicho documento deberá ser entregado en dependencias del Tribunal el día 06 de diciembre de 2023, entre las 09:00 y las 11:00 horas, con una copia simple del anverso de su cédula de identidad, indicando el Rol de la causa en que se efectuará el remate, monto y número de vale vista, individualización del postor, correo electrónico y teléfono al que se enviará la invitación para acceder a la subasta. La subasta se realizará por modalidad de videoconferencia, mediante el uso de plataforma Zoom, para lo cual se requiere de un computador o teléfono, en ambos casos, con cámara, micrófono, audio y conexión a internet, siendo carga de las partes y postores contar con las herramientas tecnológicas adecuadas para estos fines. Asimismo, los participantes de la subasta deberán tener activa su Clave Única del Estado o Firma Electrónica Avanzada, para los trámites posteriores que así lo requieran ante una eventual adjudicación. A fin de conocer el protocolo de remates dispuesto al efecto, favor ingresar al siguiente enlace: https://docs.google.com/document/d/1ByRs311qehLCHEgreH9papefTuuJOE80uOq4vgCJDU/edit?usp=sharing. Demás antecedentes en Secretaría del Tribunal, expediente Rol C-6735-2022, Scotiabank Chile con Bustos Olguín. Ejecutivo. Secretaria. <box>1261 256 1674 576</box>
notice-body: Huérfanos 1409, piso 5, se rematará en forma presencial el día 07 de di- <box>735 1935 901 1969</box>
